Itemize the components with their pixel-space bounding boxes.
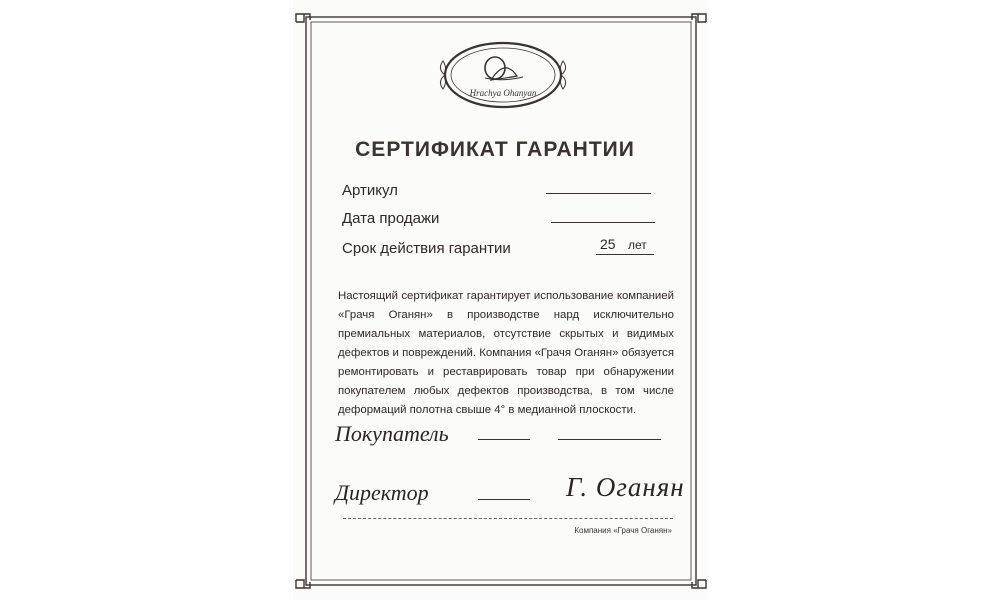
warranty-unit: лет	[628, 238, 647, 252]
article-label: Артикул	[342, 182, 398, 199]
certificate-title: СЕРТИФИКАТ ГАРАНТИИ	[355, 138, 635, 161]
article-field-line[interactable]	[546, 193, 651, 194]
warranty-paragraph: Настоящий сертификат гарантирует использование компанией «Грачя Оганян» в производстве нард исключительно премиальных материалов, отсутствие скрытых и видимых дефектов и повреждений. Компания «Грачя Оганян» обязуется ремонтировать и реставрировать товар при обнаружении покупателем любых дефектов производства, в том числе деформаций полотна свыше 4° в медианной плоскости.	[338, 290, 674, 416]
logo-lettering: Hrachya Ohanyan	[469, 88, 537, 98]
warranty-value: 25	[600, 236, 616, 252]
sale-date-label: Дата продажи	[342, 210, 440, 227]
warranty-field-line	[596, 254, 654, 255]
brand-logo-emblem	[433, 38, 573, 112]
director-label: Директор	[335, 480, 429, 505]
buyer-name-line[interactable]	[558, 439, 661, 440]
buyer-signature-line[interactable]	[478, 439, 530, 440]
company-footer: Компания «Грачя Оганян»	[574, 526, 672, 535]
director-signature-line	[478, 499, 530, 500]
director-signature: Г. Оганян	[566, 472, 685, 502]
sale-date-field-line[interactable]	[551, 222, 655, 223]
buyer-label: Покупатель	[335, 421, 449, 446]
footer-divider	[343, 518, 673, 519]
warranty-label: Срок действия гарантии	[342, 240, 511, 257]
